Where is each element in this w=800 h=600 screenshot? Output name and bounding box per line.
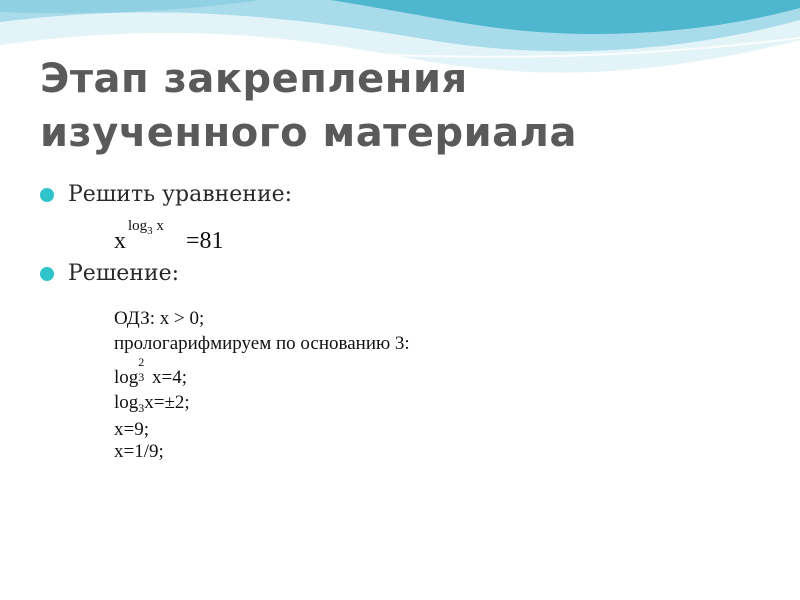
- solution-line-log-base3: прологарифмируем по основанию 3:: [114, 333, 410, 354]
- solution-line-log-pm: [114, 392, 190, 414]
- solution-image: [108, 304, 462, 464]
- equation-exponent-log: log: [128, 218, 148, 234]
- slide-title-line1: Этап закрепления: [40, 56, 468, 102]
- squared-log-prefix: log: [114, 367, 139, 388]
- log-pm-rest: x=±2;: [144, 392, 190, 413]
- solution-line-x19: x=1/9;: [114, 441, 164, 462]
- solution-bullet: [40, 259, 179, 289]
- task-bullet: [40, 180, 292, 210]
- log-pm-prefix: log: [114, 392, 139, 413]
- solution-line-x9: x=9;: [114, 419, 149, 440]
- squared-log-rest: x=4;: [147, 367, 188, 388]
- equation-exponent-var: x: [152, 218, 164, 234]
- log-pm-sub: 3: [138, 401, 145, 415]
- solution-bullet-text: Решение:: [68, 261, 180, 286]
- bullet-dot-icon: [40, 267, 54, 281]
- solution-line-squared-log: [114, 355, 188, 389]
- task-bullet-text: Решить уравнение:: [68, 182, 293, 207]
- equation-exponent: [128, 218, 164, 235]
- slide-title-line2: изученного материала: [40, 110, 577, 156]
- equation-exponent-sub: 3: [147, 225, 153, 237]
- slide-title: [40, 52, 740, 160]
- equation-base: x: [114, 228, 126, 254]
- equation-rhs: =81: [186, 228, 224, 254]
- squared-log-indices: [138, 355, 147, 384]
- solution-line-odz: ОДЗ: x > 0;: [114, 308, 205, 329]
- bullet-dot-icon: [40, 188, 54, 202]
- equation-image: [112, 216, 228, 262]
- squared-log-sub: 3: [138, 370, 145, 384]
- squared-log-sup: 2: [138, 355, 145, 369]
